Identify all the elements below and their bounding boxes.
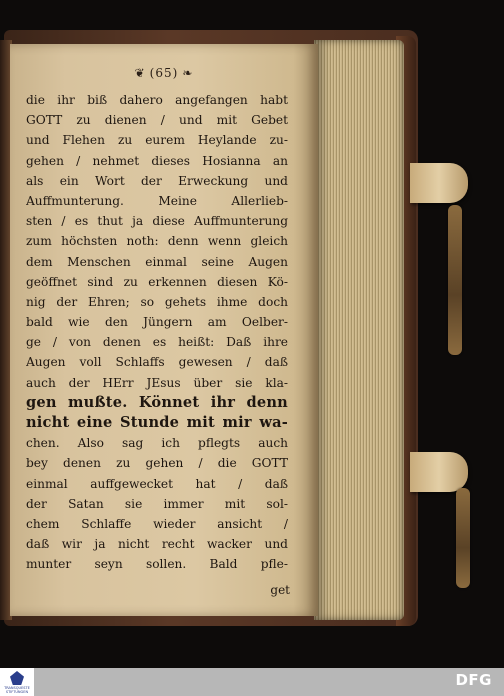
text-line: die ihr biß dahero angefangen habt — [26, 93, 288, 107]
text-line: und Flehen zu eurem Heylande zu- — [26, 133, 288, 148]
text-line: gehen / nehmet dieses Hosianna an — [26, 153, 288, 168]
text-line: munter seyn sollen. Bald pfle- — [26, 557, 288, 572]
text-line: dem Menschen einmal seine Augen — [26, 254, 288, 269]
text-line: geöffnet sind zu erkennen diesen Kö- — [26, 274, 288, 289]
text-line: ge / von denen es heißt: Daß ihre — [26, 335, 288, 350]
dfg-logo[interactable]: DFG — [455, 671, 492, 689]
page-number: (65) — [149, 66, 179, 80]
page-fore-edge — [314, 40, 404, 620]
clasp-hook-top — [448, 205, 462, 355]
text-line: chem Schlaffe wieder ansicht / — [26, 516, 288, 531]
text-line: auch der HErr JEsus über sie kla- — [26, 375, 288, 390]
clasp-strap-bottom — [410, 452, 468, 492]
text-line: nig der Ehren; so gehets ihme doch — [26, 294, 288, 309]
text-line: bald wie den Jüngern am Oelber- — [26, 315, 288, 330]
text-line: sten / es thut ja diese Auffmunterung — [26, 214, 288, 229]
header-ornament-right: ❧ — [182, 66, 194, 80]
clasp-hook-bottom — [456, 488, 470, 588]
footer-logo-text: TRANSQUESTE STIFTUNGEN — [4, 686, 30, 694]
text-line: daß wir ja nicht recht wacker und — [26, 537, 288, 552]
text-line: bey denen zu gehen / die GOTT — [26, 456, 288, 471]
book-page — [10, 44, 318, 616]
text-line: als ein Wort der Erweckung und — [26, 173, 288, 188]
header-ornament-left: ❦ — [134, 66, 146, 80]
clasp-strap-top — [410, 163, 468, 203]
catchword: get — [270, 583, 290, 597]
text-line-emphasis: nicht eine Stunde mit mir wa- — [26, 414, 288, 431]
text-line: zum höchsten noth: denn wenn gleich — [26, 234, 288, 249]
page-text — [26, 90, 290, 597]
text-line: der Satan sie immer mit sol- — [26, 496, 288, 511]
text-line: GOTT zu dienen / und mit Gebet — [26, 113, 288, 128]
foundation-logo-icon — [10, 671, 24, 685]
text-line: einmal auffgewecket hat / daß — [26, 476, 288, 491]
footer-logo[interactable] — [0, 668, 34, 696]
footer-bar — [0, 668, 504, 696]
page-header — [10, 66, 318, 80]
text-line: Augen voll Schlaffs gewesen / daß — [26, 355, 288, 370]
text-line: chen. Also sag ich pflegts auch — [26, 436, 288, 451]
text-line: Auffmunterung. Meine Allerlieb- — [26, 193, 288, 208]
text-line-emphasis: gen mußte. Könnet ihr denn — [26, 393, 288, 411]
